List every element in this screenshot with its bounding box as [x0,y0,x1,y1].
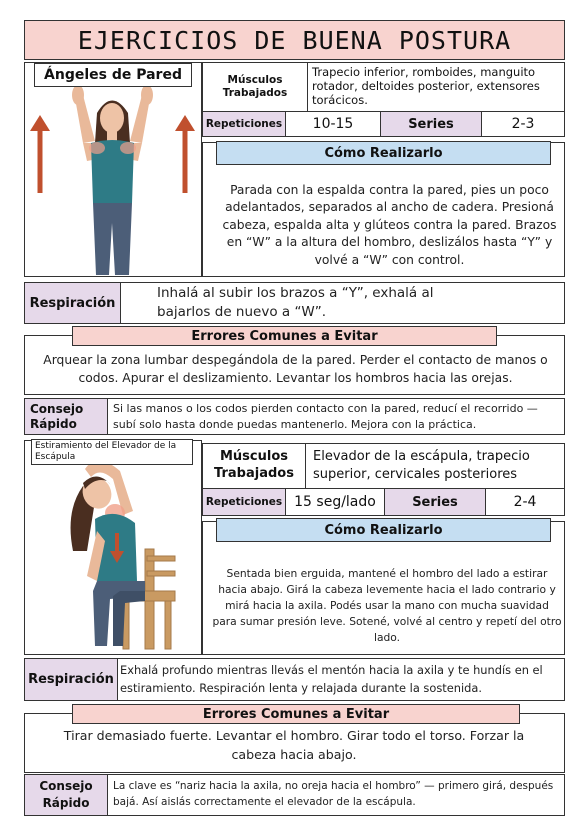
exercise2-reps-label: Repeticiones [202,488,286,516]
exercise1-tip-panel [107,398,565,435]
exercise1-reps-label: Repeticiones [202,111,286,137]
exercise1-how-text: Parada con la espalda contra la pared, pies un poco adelantados, separados al ancho de cadera. Presioná cabeza, espalda alta y glúteos contra la pared. Brazos en “W” a la altura del hombro, deslizálos hasta “Y” y volvé a “W” con control. [222,183,557,267]
exercise2-how-text: Sentada bien erguida, mantené el hombro del lado a estirar hacia abajo. Girá la cabeza levemente hacia el lado contrario y mirá hacia la axila. Podés usar la mano con mucha suavidad para sumar presión leve. Sotené, volvé al centro y repetí del otro lado. [212,567,562,645]
arrow-up-icon [175,115,195,193]
exercise2-errors-text: Tirar demasiado fuerte. Levantar el hombro. Girar todo el torso. Forzar la cabeza hacia abajo. [63,728,525,762]
page-title: EJERCICIOS DE BUENA POSTURA [24,20,565,60]
exercise2-muscles-value: Elevador de la escápula, trapecio superior, cervicales posteriores [305,443,565,489]
exercise1-series-value: 2-3 [481,111,565,137]
exercise2-errors-label: Errores Comunes a Evitar [72,704,520,724]
arrow-up-icon [30,115,50,193]
exercise1-tip-label: Consejo Rápido [24,398,108,435]
exercise1-how-label: Cómo Realizarlo [216,141,551,165]
exercise2-tip-text: La clave es “nariz hacia la axila, no oreja hacia el hombro” — primero girá, después bajá. Así aislás correctamente el elevador de la escápula. [113,780,554,808]
exercise2-tip-label: Consejo Rápido [24,774,108,816]
levator-stretch-illustration [25,441,200,653]
exercise2-tip-panel [107,774,565,816]
exercise2-breath-text: Exhalá profundo mientras llevás el mentón hacia la axila y te hundís en el estiramiento. Respiración lenta y relajada durante la sostenida. [120,663,543,695]
exercise2-image-panel [24,440,202,655]
exercise2-muscles-label: Músculos Trabajados [202,443,306,489]
exercise1-tip-text: Si las manos o los codos pierden contacto con la pared, reducí el recorrido — subí solo hasta donde puedas mantenerlo. Mejora con la práctica. [113,401,538,431]
wall-angels-illustration [25,63,200,275]
exercise1-reps-value: 10-15 [285,111,381,137]
exercise1-image-panel [24,62,202,277]
exercise2-name: Estiramiento del Elevador de la Escápula [31,439,193,465]
exercise2-series-value: 2-4 [485,488,565,516]
exercise1-errors-label: Errores Comunes a Evitar [72,326,497,346]
exercise1-errors-text: Arquear la zona lumbar despegándola de la pared. Perder el contacto de manos o codos. Apurar el deslizamiento. Levantar los hombros hacia las orejas. [43,353,548,386]
exercise1-name: Ángeles de Pared [34,63,192,87]
exercise2-reps-value: 15 seg/lado [285,488,385,516]
exercise2-series-label: Series [384,488,486,516]
exercise1-breath-panel [120,282,565,324]
exercise1-muscles-label: Músculos Trabajados [202,62,308,112]
exercise1-breath-text: Inhalá al subir los brazos a “Y”, exhalá al bajarlos de nuevo a “W”. [157,285,434,320]
exercise1-series-label: Series [380,111,482,137]
exercise2-how-label: Cómo Realizarlo [216,518,551,542]
exercise2-breath-label: Respiración [24,658,118,701]
exercise2-breath-panel [117,658,565,701]
exercise1-muscles-value: Trapecio inferior, romboides, manguito rotador, deltoides posterior, extensores torácicos. [307,62,565,112]
exercise1-breath-label: Respiración [24,282,121,324]
